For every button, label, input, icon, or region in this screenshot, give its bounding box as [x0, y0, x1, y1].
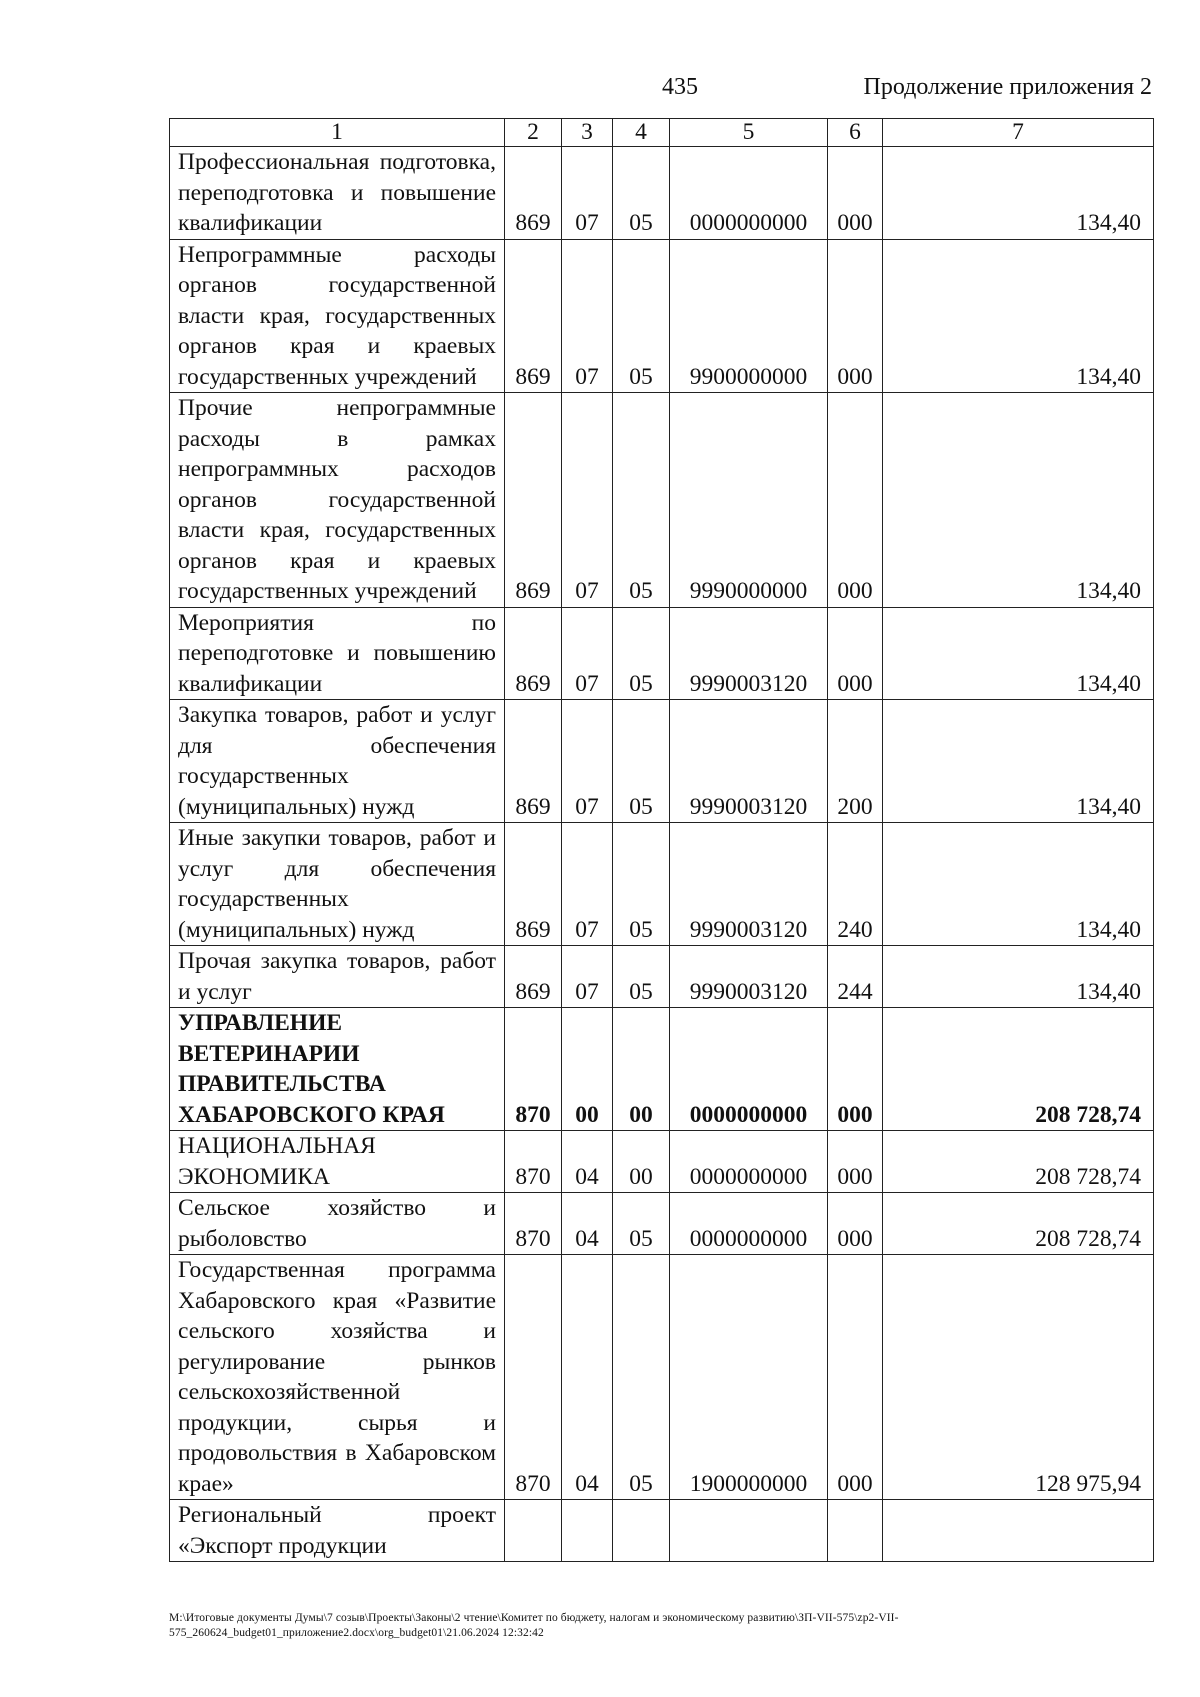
- row-ministry-code: 870: [505, 1008, 562, 1131]
- row-amount: 128 975,94: [883, 1255, 1154, 1500]
- row-target-code: 9990003120: [670, 823, 828, 946]
- header-row: [170, 119, 1154, 147]
- row-name: Профессиональная подготовка, переподготовка и повышение квалификации: [170, 147, 505, 240]
- row-amount: [883, 1500, 1154, 1562]
- row-section-code: 07: [562, 147, 613, 240]
- row-section-code: 04: [562, 1193, 613, 1255]
- row-amount: 208 728,74: [883, 1008, 1154, 1131]
- row-expense-type: 000: [828, 1131, 883, 1193]
- row-subsection-code: 05: [613, 607, 670, 700]
- row-name: Прочая закупка товаров, работ и услуг: [170, 946, 505, 1008]
- row-amount: 134,40: [883, 823, 1154, 946]
- row-subsection-code: 05: [613, 1255, 670, 1500]
- row-subsection-code: 05: [613, 393, 670, 608]
- table-row: [170, 700, 1154, 823]
- row-expense-type: 000: [828, 1193, 883, 1255]
- row-target-code: 9990003120: [670, 607, 828, 700]
- row-ministry-code: 870: [505, 1131, 562, 1193]
- row-name: Непрограммные расходы органов государственной власти края, государственных органов края и краевых государственных учреждений: [170, 239, 505, 393]
- row-name: Государственная программа Хабаровского края «Развитие сельского хозяйства и регулирование рынков сельскохозяйственной продукции, сырья и продовольствия в Хабаровском крае»: [170, 1255, 505, 1500]
- row-name: Мероприятия по переподготовке и повышению квалификации: [170, 607, 505, 700]
- row-target-code: 9990003120: [670, 700, 828, 823]
- table-row: [170, 946, 1154, 1008]
- column-header-1: 1: [170, 119, 505, 147]
- row-expense-type: 000: [828, 1008, 883, 1131]
- row-target-code: [670, 1500, 828, 1562]
- table-row: [170, 1193, 1154, 1255]
- row-target-code: 0000000000: [670, 1193, 828, 1255]
- row-target-code: 9990003120: [670, 946, 828, 1008]
- row-amount: 134,40: [883, 239, 1154, 393]
- row-ministry-code: 869: [505, 700, 562, 823]
- table-row: [170, 1500, 1154, 1562]
- row-subsection-code: 00: [613, 1008, 670, 1131]
- row-section-code: 07: [562, 946, 613, 1008]
- row-amount: 134,40: [883, 393, 1154, 608]
- row-target-code: 1900000000: [670, 1255, 828, 1500]
- row-amount: 208 728,74: [883, 1193, 1154, 1255]
- row-section-code: 07: [562, 607, 613, 700]
- row-name: Закупка товаров, работ и услуг для обеспечения государственных (муниципальных) нужд: [170, 700, 505, 823]
- row-target-code: 0000000000: [670, 1008, 828, 1131]
- row-ministry-code: 869: [505, 823, 562, 946]
- row-ministry-code: 870: [505, 1193, 562, 1255]
- row-expense-type: 240: [828, 823, 883, 946]
- row-target-code: 0000000000: [670, 1131, 828, 1193]
- row-subsection-code: 05: [613, 147, 670, 240]
- footer-file-path: M:\Итоговые документы Думы\7 созыв\Проекты\Законы\2 чтение\Комитет по бюджету, налогам и экономическому развитию\ЗП-VII-575\zp2-VII-575_260624_budget01_приложение2.docx\org_budget01\21.06.2024 12:32:42: [169, 1612, 899, 1639]
- row-ministry-code: 869: [505, 946, 562, 1008]
- table-row: [170, 607, 1154, 700]
- row-subsection-code: 00: [613, 1131, 670, 1193]
- column-header-3: 3: [562, 119, 613, 147]
- table-row: [170, 239, 1154, 393]
- table-row: [170, 393, 1154, 608]
- row-amount: 134,40: [883, 946, 1154, 1008]
- row-subsection-code: 05: [613, 1193, 670, 1255]
- row-section-code: [562, 1500, 613, 1562]
- row-name: Иные закупки товаров, работ и услуг для обеспечения государственных (муниципальных) нужд: [170, 823, 505, 946]
- row-name: Сельское хозяйство и рыболовство: [170, 1193, 505, 1255]
- row-ministry-code: 869: [505, 607, 562, 700]
- row-target-code: 9900000000: [670, 239, 828, 393]
- row-section-code: 07: [562, 239, 613, 393]
- row-subsection-code: 05: [613, 239, 670, 393]
- row-expense-type: 200: [828, 700, 883, 823]
- column-header-7: 7: [883, 119, 1154, 147]
- row-section-code: 07: [562, 700, 613, 823]
- table-row: [170, 1131, 1154, 1193]
- row-section-code: 04: [562, 1255, 613, 1500]
- table-row: [170, 823, 1154, 946]
- continuation-caption: Продолжение приложения 2: [863, 74, 1152, 100]
- row-subsection-code: 05: [613, 700, 670, 823]
- row-subsection-code: [613, 1500, 670, 1562]
- column-header-4: 4: [613, 119, 670, 147]
- row-target-code: 0000000000: [670, 147, 828, 240]
- table-row: [170, 1255, 1154, 1500]
- row-expense-type: 000: [828, 1255, 883, 1500]
- row-section-code: 07: [562, 393, 613, 608]
- row-amount: 208 728,74: [883, 1131, 1154, 1193]
- row-section-code: 04: [562, 1131, 613, 1193]
- column-header-6: 6: [828, 119, 883, 147]
- row-target-code: 9990000000: [670, 393, 828, 608]
- row-name: УПРАВЛЕНИЕ ВЕТЕРИНАРИИ ПРАВИТЕЛЬСТВА ХАБАРОВСКОГО КРАЯ: [170, 1008, 505, 1131]
- row-section-code: 00: [562, 1008, 613, 1131]
- row-subsection-code: 05: [613, 946, 670, 1008]
- row-expense-type: 000: [828, 607, 883, 700]
- row-amount: 134,40: [883, 607, 1154, 700]
- row-ministry-code: 869: [505, 239, 562, 393]
- budget-table: [169, 118, 1154, 1562]
- row-expense-type: 000: [828, 393, 883, 608]
- row-subsection-code: 05: [613, 823, 670, 946]
- row-ministry-code: 869: [505, 147, 562, 240]
- row-ministry-code: 870: [505, 1255, 562, 1500]
- table-row-bold: [170, 1008, 1154, 1131]
- row-name: Региональный проект «Экспорт продукции: [170, 1500, 505, 1562]
- row-expense-type: [828, 1500, 883, 1562]
- row-amount: 134,40: [883, 147, 1154, 240]
- column-header-5: 5: [670, 119, 828, 147]
- row-ministry-code: 869: [505, 393, 562, 608]
- row-name: НАЦИОНАЛЬНАЯ ЭКОНОМИКА: [170, 1131, 505, 1193]
- row-expense-type: 244: [828, 946, 883, 1008]
- row-expense-type: 000: [828, 147, 883, 240]
- page-number: 435: [662, 74, 698, 100]
- column-header-2: 2: [505, 119, 562, 147]
- row-expense-type: 000: [828, 239, 883, 393]
- table-row: [170, 147, 1154, 240]
- row-ministry-code: [505, 1500, 562, 1562]
- row-section-code: 07: [562, 823, 613, 946]
- row-amount: 134,40: [883, 700, 1154, 823]
- row-name: Прочие непрограммные расходы в рамках непрограммных расходов органов государственной власти края, государственных органов края и краевых государственных учреждений: [170, 393, 505, 608]
